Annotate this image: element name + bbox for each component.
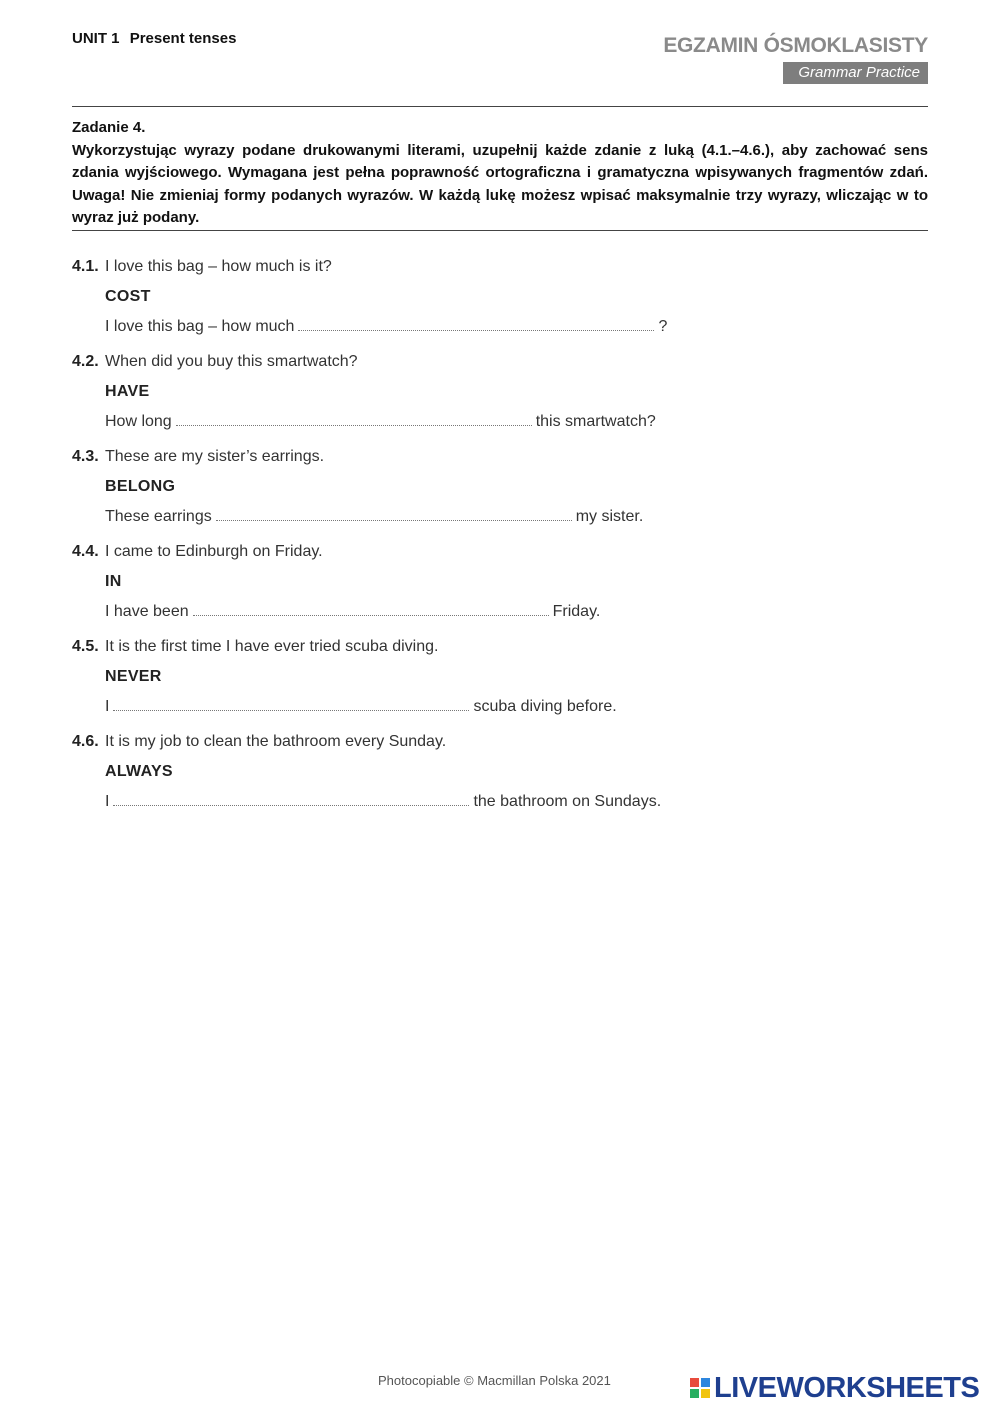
task-text-part2: Nie zmieniaj formy podanych wyrazów. W każdą lukę możesz wpisać maksymalnie trzy wyrazy, wliczając w to wyraz już podany. — [72, 186, 928, 226]
answer-before: These earrings — [105, 508, 212, 525]
answer-gap[interactable] — [193, 601, 549, 616]
logo-text: LIVEWORKSHEETS — [714, 1372, 980, 1404]
answer-gap[interactable] — [113, 791, 469, 806]
brand-block — [663, 34, 928, 84]
item-number: 4.4. — [72, 543, 99, 560]
answer-after: scuba diving before. — [473, 698, 617, 715]
unit-title: Present tenses — [129, 30, 237, 47]
item-sentence-line — [72, 349, 932, 379]
answer-after: this smartwatch? — [535, 413, 656, 430]
footer-copyright: Photocopiable © Macmillan Polska 2021 — [378, 1373, 611, 1388]
item-answer-line — [72, 599, 932, 634]
item-sentence: I came to Edinburgh on Friday. — [105, 543, 323, 560]
answer-gap[interactable] — [113, 696, 469, 711]
logo-square — [690, 1389, 699, 1398]
item-sentence: I love this bag – how much is it? — [105, 258, 332, 275]
item-keyword: NEVER — [105, 668, 162, 685]
answer-gap[interactable] — [176, 411, 532, 426]
item-sentence-line — [72, 539, 932, 569]
answer-before: I have been — [105, 603, 189, 620]
logo-squares-icon — [690, 1378, 710, 1398]
item-keyword: IN — [105, 573, 122, 590]
item-sentence-line — [72, 254, 932, 284]
item-sentence: It is the first time I have ever tried scuba diving. — [105, 638, 439, 655]
answer-after: the bathroom on Sundays. — [473, 793, 662, 810]
item-answer-line — [72, 694, 932, 729]
answer-after: Friday. — [552, 603, 601, 620]
answer-gap[interactable] — [298, 316, 654, 331]
answer-before: I — [105, 698, 110, 715]
item-answer-line — [72, 789, 932, 824]
item-keyword: ALWAYS — [105, 763, 173, 780]
item-number: 4.1. — [72, 258, 99, 275]
item-answer-line — [72, 409, 932, 444]
item-sentence-line — [72, 444, 932, 474]
top-divider — [72, 106, 928, 107]
item-keyword: BELONG — [105, 478, 176, 495]
item-sentence: It is my job to clean the bathroom every Sunday. — [105, 733, 447, 750]
answer-after: my sister. — [575, 508, 644, 525]
item-number: 4.3. — [72, 448, 99, 465]
unit-heading — [72, 30, 236, 47]
item-answer-line — [72, 504, 932, 539]
task-title: Zadanie 4. — [72, 119, 146, 136]
exercise-item — [72, 539, 932, 634]
answer-gap[interactable] — [216, 506, 572, 521]
bottom-divider — [72, 230, 928, 231]
exercise-item — [72, 729, 932, 824]
exercise-items — [72, 254, 932, 824]
task-instructions — [72, 117, 928, 230]
item-keyword: HAVE — [105, 383, 150, 400]
logo-square — [701, 1389, 710, 1398]
warning-label: Uwaga! — [72, 186, 126, 204]
item-sentence: When did you buy this smartwatch? — [105, 353, 358, 370]
answer-after: ? — [658, 318, 668, 335]
brand-subtitle: Grammar Practice — [783, 62, 928, 84]
task-text-part1: Wykorzystując wyrazy podane drukowanymi literami, uzupełnij każde zdanie z luką (4.1.–4.6.), aby zachować sens zdania wyjściowego. Wymagana jest pełna poprawność ortograficzna i gramatyczna wpisywanych fragmentów zdań. — [72, 141, 928, 181]
item-number: 4.5. — [72, 638, 99, 655]
exercise-item — [72, 254, 932, 349]
answer-before: How long — [105, 413, 172, 430]
answer-before: I love this bag – how much — [105, 318, 295, 335]
exercise-item — [72, 444, 932, 539]
item-answer-line — [72, 314, 932, 349]
item-number: 4.6. — [72, 733, 99, 750]
logo-square — [701, 1378, 710, 1387]
answer-before: I — [105, 793, 110, 810]
liveworksheets-logo[interactable] — [690, 1372, 979, 1404]
item-sentence: These are my sister’s earrings. — [105, 448, 325, 465]
item-sentence-line — [72, 729, 932, 759]
brand-title: EGZAMIN ÓSMOKLASISTY — [663, 34, 928, 57]
logo-square — [690, 1378, 699, 1387]
item-keyword: COST — [105, 288, 151, 305]
exercise-item — [72, 634, 932, 729]
exercise-item — [72, 349, 932, 444]
unit-number: UNIT 1 — [72, 30, 120, 47]
task-text — [72, 140, 928, 230]
item-sentence-line — [72, 634, 932, 664]
item-number: 4.2. — [72, 353, 99, 370]
